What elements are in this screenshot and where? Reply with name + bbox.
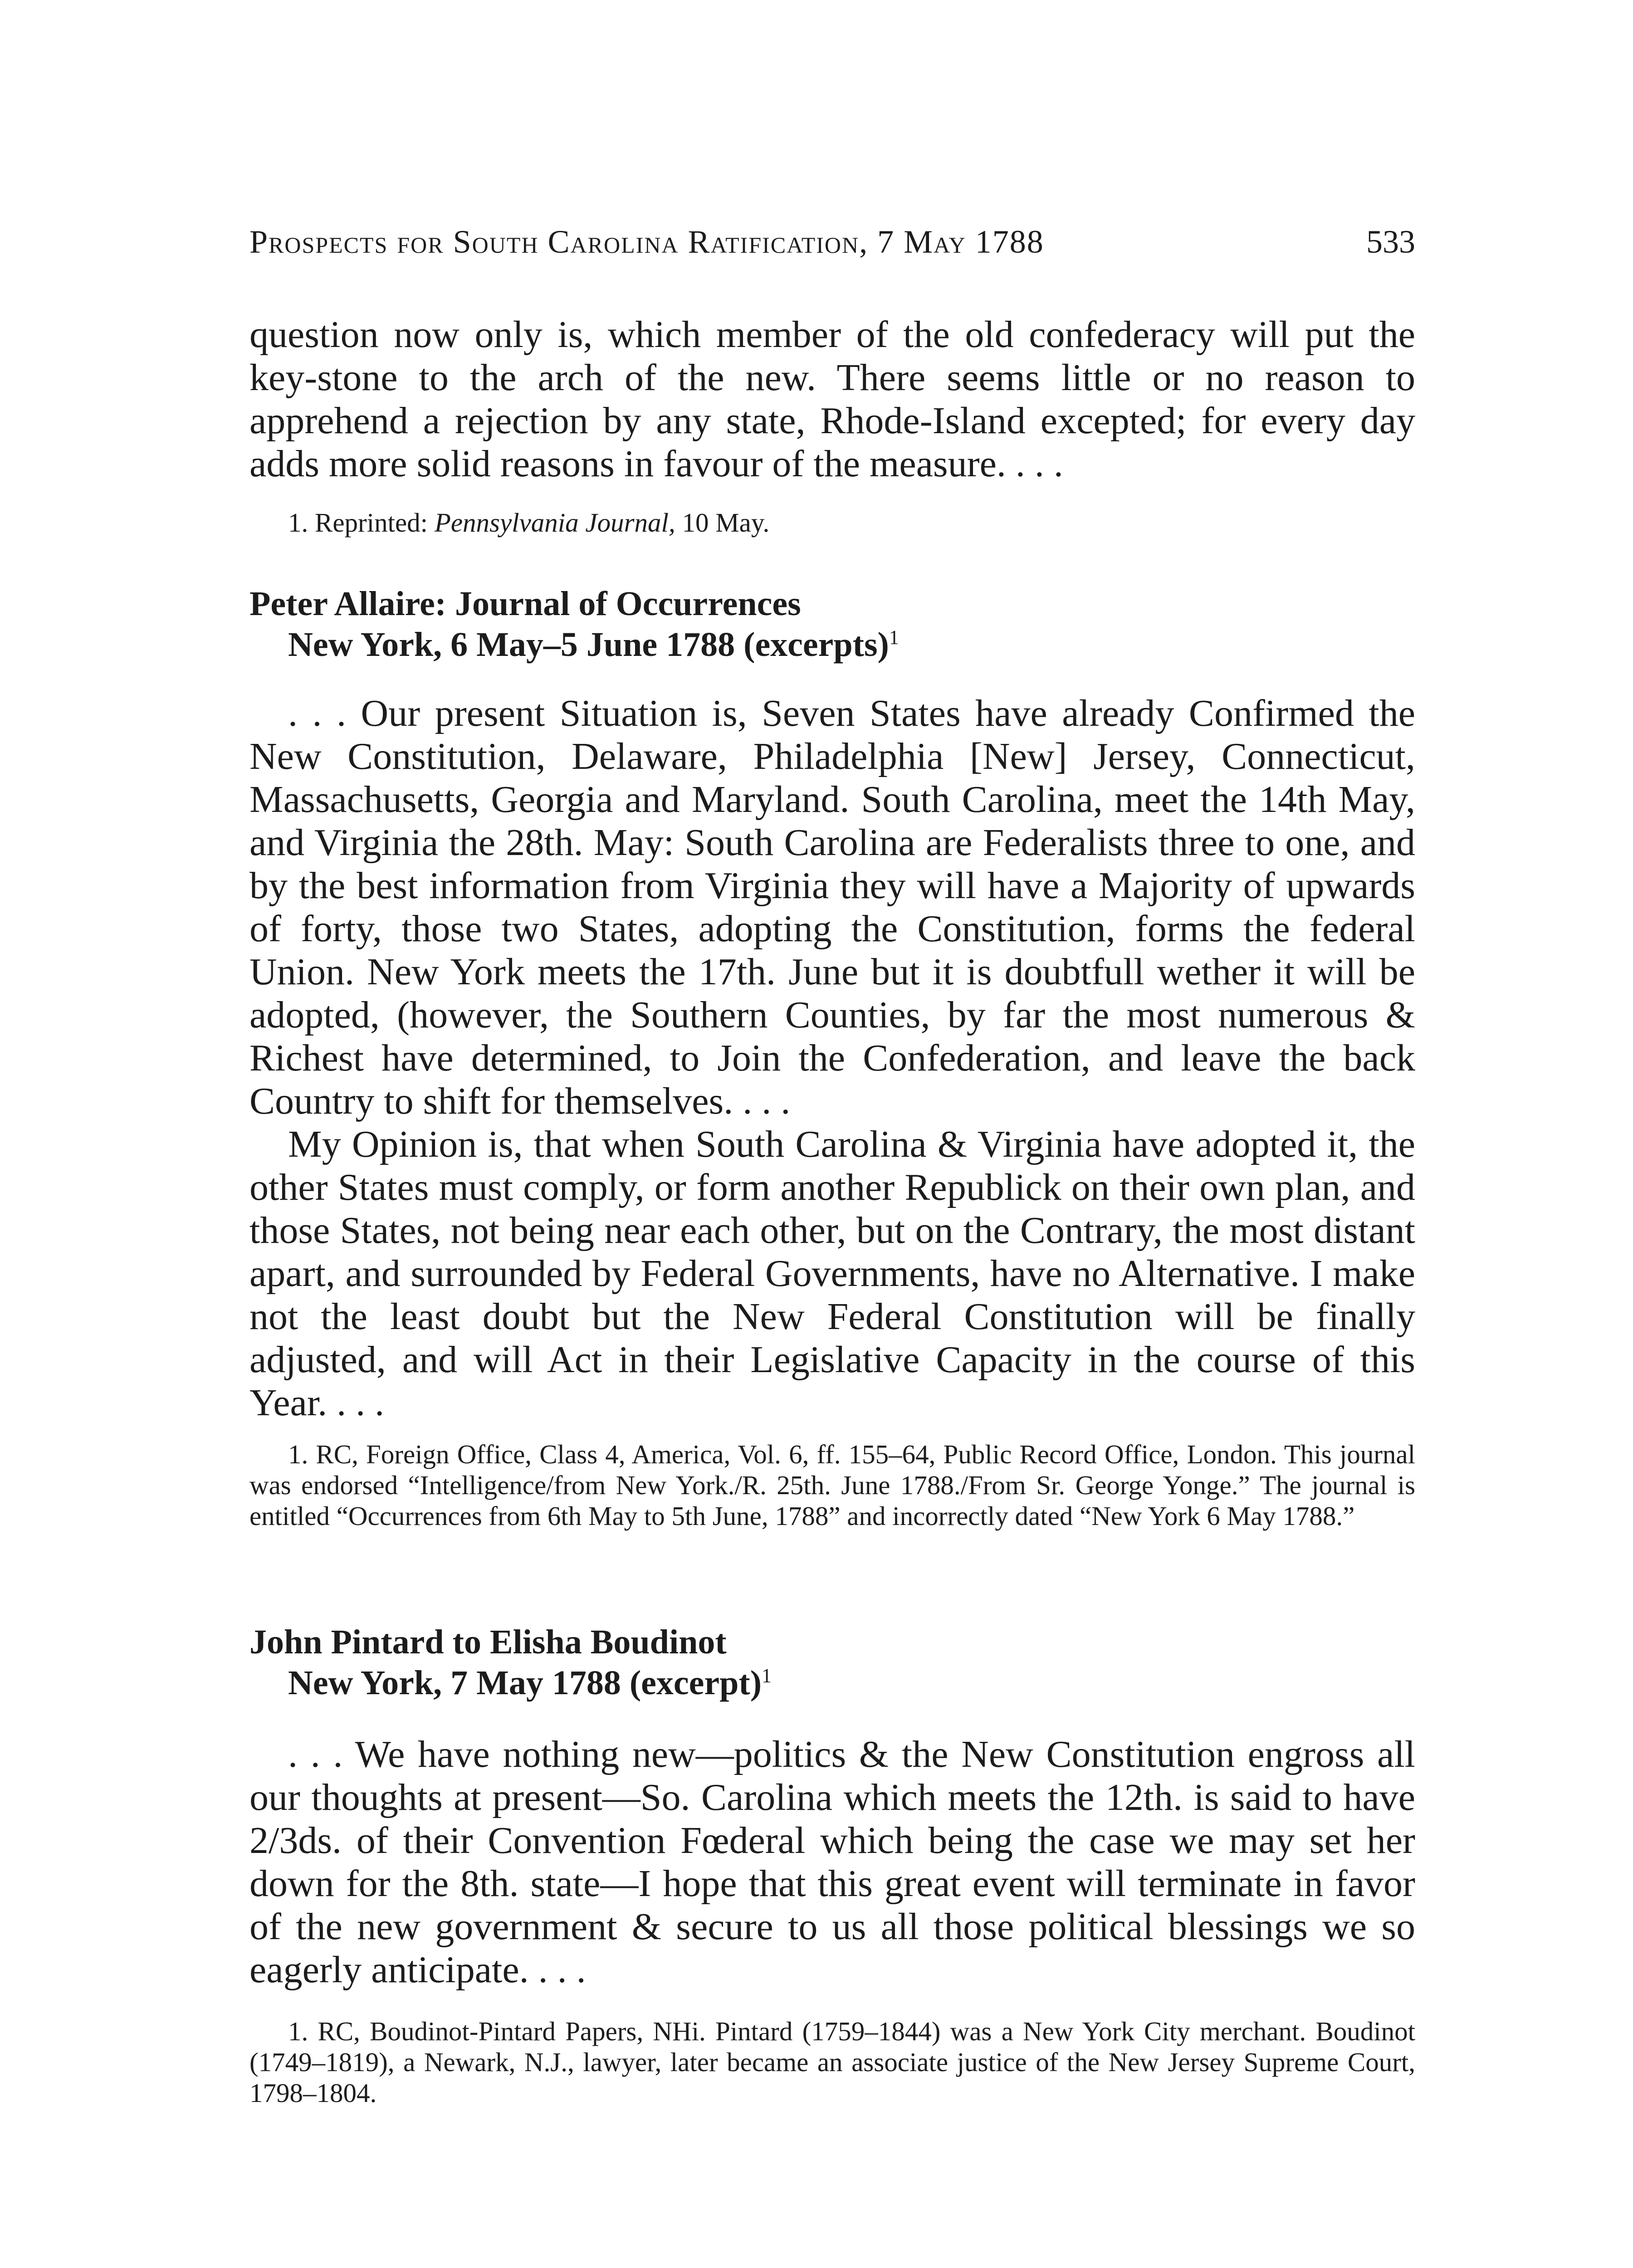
footnote <box>249 507 1415 538</box>
document-body-allaire <box>249 692 1415 1424</box>
footnote-block-1 <box>249 507 1415 538</box>
document-heading-pintard <box>249 1622 1415 1703</box>
footnote: 1. RC, Foreign Office, Class 4, America, Vol. 6, ff. 155–64, Public Record Office, London. This journal was endorsed “Intelligence/from New York./R. 25th. June 1788./From Sr. George Yonge.” The journal is entitled “Occurrences from 6th May to 5th June, 1788” and incorrectly dated “New York 6 May 1788.” <box>249 1439 1415 1531</box>
document-heading-allaire <box>249 583 1415 665</box>
footnote-prefix: 1. Reprinted: <box>288 508 435 538</box>
paragraph: . . . Our present Situation is, Seven States have already Confirmed the New Constitution, Delaware, Philadelphia [New] Jersey, Connecticut, Massachusetts, Georgia and Maryland. South Carolina, meet the 14th May, and Virginia the 28th. May: South Carolina are Federalists three to one, and by the best information from Virginia they will have a Majority of upwards of forty, those two States, adopting the Constitution, forms the federal Union. New York meets the 17th. June but it is doubtfull wether it will be adopted, (however, the Southern Counties, by far the most numerous & Richest have determined, to Join the Confederation, and leave the back Country to shift for themselves. . . . <box>249 692 1415 1122</box>
footnote-marker: 1 <box>889 626 899 649</box>
continued-paragraph: question now only is, which member of the old confederacy will put the key-stone to the arch of the new. There seems little or no reason to apprehend a rejection by any state, Rhode-Island excepted; for every day adds more solid reasons in favour of the measure. . . . <box>249 313 1415 485</box>
paragraph: . . . We have nothing new—politics & the New Constitution engross all our thoughts at present—So. Carolina which meets the 12th. is said to have 2/3ds. of their Convention Fœderal which being the case we may set her down for the 8th. state—I hope that this great event will terminate in favor of the new government & secure to us all those political blessings we so eagerly anticipate. . . . <box>249 1733 1415 1991</box>
heading-dateline <box>249 1662 1415 1703</box>
heading-title: John Pintard to Elisha Boudinot <box>249 1623 727 1661</box>
footnote-source: Pennsylvania Journal, <box>434 508 675 538</box>
paragraph: My Opinion is, that when South Carolina & Virginia have adopted it, the other States must comply, or form another Republick on their own plan, and those States, not being near each other, but on the Contrary, the most distant apart, and surrounded by Federal Governments, have no Alternative. I make not the least doubt but the New Federal Constitution will be finally adjusted, and will Act in their Legislative Capacity in the course of this Year. . . . <box>249 1123 1415 1424</box>
heading-dateline-text: New York, 7 May 1788 (excerpt) <box>288 1664 762 1702</box>
document-body-pintard <box>249 1733 1415 1991</box>
running-head <box>249 221 1415 262</box>
footnote-block-3 <box>249 2016 1415 2108</box>
footnote-suffix: 10 May. <box>675 508 770 538</box>
footnote-block-2 <box>249 1439 1415 1531</box>
heading-title: Peter Allaire: Journal of Occurrences <box>249 585 801 623</box>
continued-paragraph-block <box>249 313 1415 485</box>
heading-dateline <box>249 624 1415 665</box>
footnote-marker: 1 <box>762 1664 772 1687</box>
footnote: 1. RC, Boudinot-Pintard Papers, NHi. Pintard (1759–1844) was a New York City merchant. Boudinot (1749–1819), a Newark, N.J., lawyer, later became an associate justice of the New Jersey Supreme Court, 1798–1804. <box>249 2016 1415 2108</box>
heading-dateline-text: New York, 6 May–5 June 1788 (excerpts) <box>288 626 889 664</box>
page-number: 533 <box>1366 224 1415 260</box>
running-title: Prospects for South Carolina Ratification, 7 May 1788 <box>249 224 1044 260</box>
